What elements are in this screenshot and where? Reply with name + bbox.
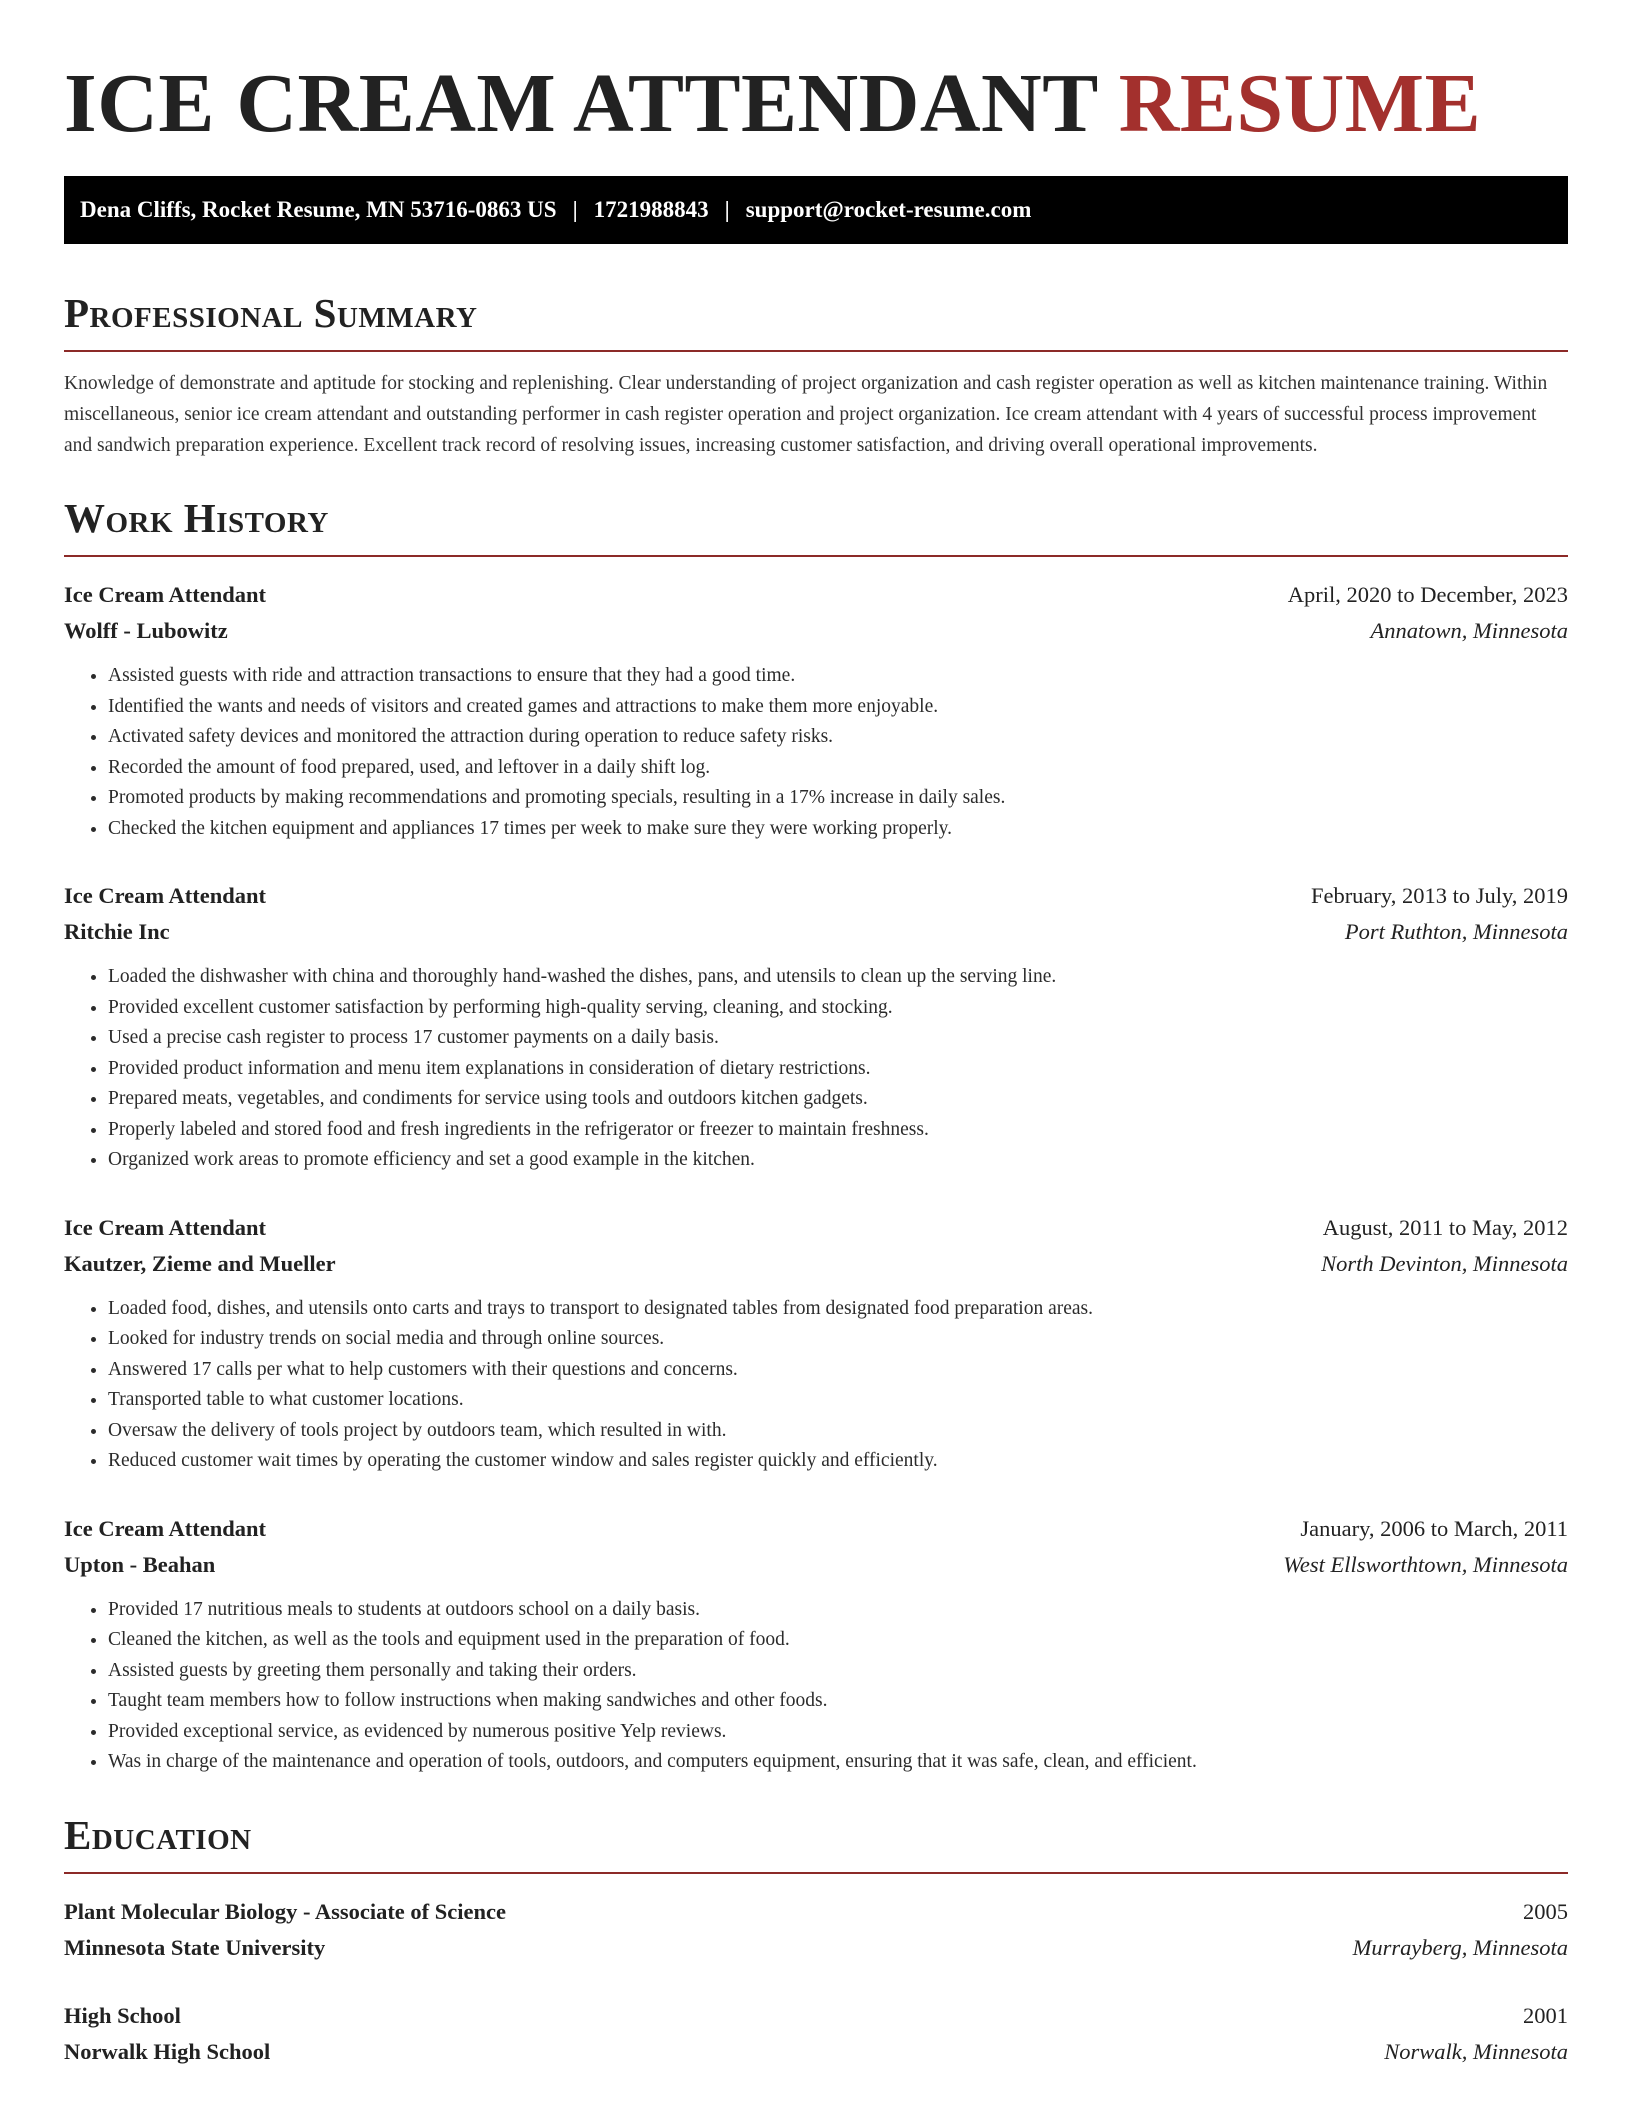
job-bullet: • Cleaned the kitchen, as well as the tools and equipment used in the preparation of food.: [108, 1625, 1568, 1656]
job-company-row: [64, 1547, 1568, 1583]
contact-address: Dena Cliffs, Rocket Resume, MN 53716-0863 US: [80, 197, 557, 222]
contact-separator: |: [724, 197, 730, 222]
job-entry: [64, 878, 1568, 1176]
job-company: Wolff - Lubowitz: [64, 618, 228, 643]
job-title: Ice Cream Attendant: [64, 1515, 267, 1541]
job-bullet: • Recorded the amount of food prepared, used, and leftover in a daily shift log.: [108, 753, 1568, 784]
job-entry: [64, 577, 1568, 844]
work-history-heading: Work History: [64, 491, 1568, 557]
job-bullet: • Assisted guests by greeting them personally and taking their orders.: [108, 1656, 1568, 1687]
job-title: Ice Cream Attendant: [64, 1214, 267, 1240]
job-company: Upton - Beahan: [64, 1551, 216, 1577]
job-bullet: • Used a precise cash register to process 17 customer payments on a daily basis.: [108, 1023, 1568, 1054]
job-bullet: • Transported table to what customer locations.: [108, 1385, 1568, 1416]
job-company-row: [64, 1246, 1568, 1282]
summary-text: Knowledge of demonstrate and aptitude for stocking and replenishing. Clear understanding of project organization and cash register operation as well as kitchen maintenance training. Within miscellaneous, senior ice cream attendant and outstanding performer in cash register operation and project organization. Ice cream attendant with 4 years of successful process improvement and sandwich preparation experience. Excellent track record of resolving issues, increasing customer satisfaction, and driving overall operational improvements.: [64, 373, 1548, 456]
job-bullet: • Loaded the dishwasher with china and thoroughly hand-washed the dishes, pans, and utensils to clean up the serving line.: [108, 962, 1568, 993]
job-entry: [64, 1511, 1568, 1778]
contact-phone: 1721988843: [593, 197, 709, 222]
education-school-row: [64, 2034, 1568, 2070]
job-dates: January, 2006 to March, 2011: [1300, 1515, 1568, 1541]
job-bullet: • Organized work areas to promote efficiency and set a good example in the kitchen.: [108, 1145, 1568, 1176]
education-school: Minnesota State University: [64, 1934, 326, 1960]
job-bullet: • Reduced customer wait times by operating the customer window and sales register quickly and efficiently.: [108, 1446, 1568, 1477]
job-bullet: • Prepared meats, vegetables, and condiments for service using tools and outdoors kitchen gadgets.: [108, 1084, 1568, 1115]
job-location: North Devinton, Minnesota: [1321, 1250, 1568, 1276]
contact-bar: [64, 176, 1568, 244]
job-bullets: [64, 1294, 1568, 1477]
job-bullet: • Provided product information and menu item explanations in consideration of dietary restrictions.: [108, 1054, 1568, 1085]
job-entry: [64, 1210, 1568, 1477]
education-section: [64, 1808, 1568, 2070]
job-location: West Ellsworthtown, Minnesota: [1283, 1551, 1568, 1577]
job-company-row: [64, 613, 1568, 649]
education-year: 2001: [1523, 2002, 1568, 2028]
job-bullet: • Looked for industry trends on social media and through online sources.: [108, 1324, 1568, 1355]
job-company-row: [64, 914, 1568, 950]
job-bullet: • Was in charge of the maintenance and operation of tools, outdoors, and computers equipment, ensuring that it was safe, clean, and efficient.: [108, 1747, 1568, 1778]
education-heading: Education: [64, 1808, 1568, 1874]
job-dates: April, 2020 to December, 2023: [1287, 582, 1568, 607]
education-degree: Plant Molecular Biology - Associate of Science: [64, 1898, 507, 1924]
job-title-row: [64, 1511, 1568, 1547]
job-company: Ritchie Inc: [64, 919, 170, 944]
contact-email: support@rocket-resume.com: [745, 197, 1032, 222]
job-bullets: [64, 661, 1568, 844]
job-bullet: • Provided 17 nutritious meals to students at outdoors school on a daily basis.: [108, 1595, 1568, 1626]
job-location: Annatown, Minnesota: [1370, 618, 1568, 643]
education-school-row: [64, 1930, 1568, 1966]
job-bullet: • Loaded food, dishes, and utensils onto carts and trays to transport to designated tables from designated food preparation areas.: [108, 1294, 1568, 1325]
title-accent: RESUME: [1118, 57, 1482, 150]
contact-separator: |: [572, 197, 578, 222]
job-bullet: • Answered 17 calls per what to help customers with their questions and concerns.: [108, 1355, 1568, 1386]
job-location: Port Ruthton, Minnesota: [1344, 919, 1568, 944]
education-degree-row: [64, 1894, 1568, 1930]
job-bullet: • Provided excellent customer satisfaction by performing high-quality serving, cleaning, and stocking.: [108, 993, 1568, 1024]
summary-heading: Professional Summary: [64, 286, 1568, 352]
resume-title: [64, 54, 1568, 154]
job-bullets: [64, 1595, 1568, 1778]
job-bullet: • Identified the wants and needs of visitors and created games and attractions to make them more enjoyable.: [108, 692, 1568, 723]
education-school: Norwalk High School: [64, 2038, 271, 2064]
education-degree: High School: [64, 2002, 181, 2028]
job-title-row: [64, 1210, 1568, 1246]
job-company: Kautzer, Zieme and Mueller: [64, 1250, 336, 1276]
job-bullet: • Activated safety devices and monitored the attraction during operation to reduce safety risks.: [108, 722, 1568, 753]
job-title-row: [64, 577, 1568, 613]
job-bullet: • Promoted products by making recommendations and promoting specials, resulting in a 17% increase in daily sales.: [108, 783, 1568, 814]
job-dates: August, 2011 to May, 2012: [1322, 1214, 1568, 1240]
job-title-row: [64, 878, 1568, 914]
job-bullet: • Provided exceptional service, as evidenced by numerous positive Yelp reviews.: [108, 1717, 1568, 1748]
job-dates: February, 2013 to July, 2019: [1310, 883, 1568, 908]
job-title: Ice Cream Attendant: [64, 582, 267, 607]
title-main: ICE CREAM ATTENDANT: [64, 57, 1098, 150]
job-bullet: • Oversaw the delivery of tools project by outdoors team, which resulted in with.: [108, 1416, 1568, 1447]
education-degree-row: [64, 1998, 1568, 2034]
education-location: Norwalk, Minnesota: [1384, 2038, 1568, 2064]
education-year: 2005: [1523, 1898, 1568, 1924]
job-title: Ice Cream Attendant: [64, 883, 267, 908]
job-bullet: • Assisted guests with ride and attraction transactions to ensure that they had a good time.: [108, 661, 1568, 692]
work-history-section: [64, 491, 1568, 1778]
job-bullet: • Properly labeled and stored food and fresh ingredients in the refrigerator or freezer to maintain freshness.: [108, 1115, 1568, 1146]
education-entry: [64, 1894, 1568, 1966]
job-bullet: • Checked the kitchen equipment and appliances 17 times per week to make sure they were working properly.: [108, 814, 1568, 845]
education-location: Murrayberg, Minnesota: [1352, 1934, 1568, 1960]
job-bullets: [64, 962, 1568, 1176]
job-bullet: • Taught team members how to follow instructions when making sandwiches and other foods.: [108, 1686, 1568, 1717]
summary-section: [64, 286, 1568, 461]
education-entry: [64, 1998, 1568, 2070]
